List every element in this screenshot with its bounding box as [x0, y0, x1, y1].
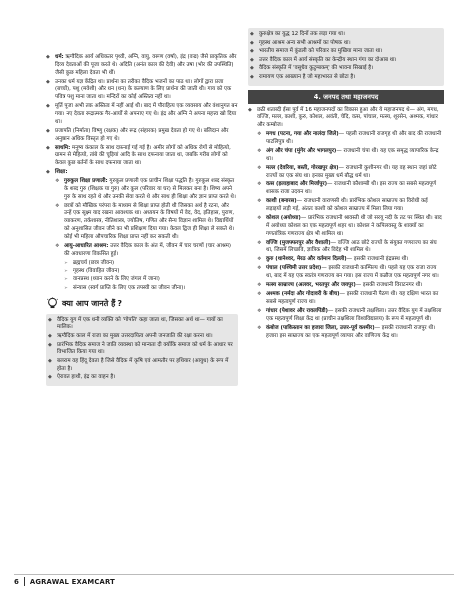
list-item: ◆ धर्म: ऋग्वैदिक आर्य अधिकतर पृथ्वी, अग्नि, वायु, वरूण (वर्षा), इंद्र (वज्र) जैसे प्राकृतिक और दिव्य देवताओं की पूजा करते थे। अदिति (अनंत काल की देवी) और उषा (भोर की उपस्थिति) जैसी कुछ महिला देवता भी थीं। — [46, 54, 237, 76]
diamond-bullet-icon: ◆ — [250, 48, 254, 55]
chevron-bullet-icon: ❖ — [55, 202, 60, 209]
diamond-bullet-icon: ◆ — [48, 357, 52, 364]
diamond-bullet-icon: ◆ — [46, 169, 50, 176]
ashram-list — [46, 260, 238, 293]
page-number: 6 — [14, 577, 19, 586]
list-item: ◆ गृहस्थ आश्रम अन्य सभी आश्रमों का पोषक था। — [250, 39, 351, 46]
chevron-bullet-icon: ❖ — [257, 147, 262, 154]
diamond-bullet-icon: ◆ — [46, 127, 50, 134]
chevron-bullet-icon: ❖ — [257, 239, 262, 246]
list-item: ◆ ऋग्वैदिक काल में राजा का मुख्य उत्तरदायित्व अपनी जनजाति की रक्षा करना था। — [48, 332, 213, 339]
chevron-bullet-icon: ❖ — [257, 215, 262, 222]
list-item: ❖ कोशल (अयोध्या)— प्रारंभिक राजधानी श्रावस्ती थी जो सरयू नदी के तट पर स्थित थी। बाद में अयोध्या कोशल का एक महत्वपूर्ण शहर था। कोशल ने कपिलवस्तु के शाक्यों का गणतांत्रिक गणराज्य क्षेत्र भी शामिल था। — [257, 215, 442, 237]
list-item: ◆ ऐरावत हाथी, इंद्र का वाहन है। — [48, 374, 116, 381]
arrow-bullet-icon: ➢ — [64, 260, 68, 266]
chevron-bullet-icon: ❖ — [257, 265, 262, 272]
chevron-bullet-icon: ❖ — [257, 198, 262, 205]
list-item: ◆ मूर्ति पूजा अभी तक अस्तित्व में नहीं आई थी। बाद में पौराहित्य एक व्यवसाय और वंशानुगत बन गया। नए देवता रूद्रात्मक गैर-आर्यों से अपनाए गए थे। इंद्र और अग्नि ने अपना महत्त्व खो दिया था। — [46, 103, 238, 125]
list-item: ❖ काशी (बनारस)— राजधानी वाराणसी थी। प्रारंभिक कोशल साम्राज्य का विरोधी कई लड़ाइयों लड़ी गई, अंततः काशी को कोशल साम्राज्य में मिला लिया गया। — [257, 198, 428, 213]
list-item: ◆ साथमि: मनुष्य कंकाल के साथ दफ़नाई गई गई है। अमीर लोगों को अधिक रोगों से मोहित्यो, ग्रामन से मेहित्यो, तांबे की चूड़ियां आदि के साथ दफनाया जाता था, जबकि गरीब लोगों को केवल कुछ बर्तनों के साथ दफनाया जाता था। — [46, 144, 231, 167]
list-item: ◆ वैदिक संस्कृति में 'वसुधैव कुटुम्बकम्' की भावना सिखाई है। — [250, 65, 374, 72]
chevron-bullet-icon: ❖ — [257, 324, 262, 331]
list-item: ❖ कुरु (थानेश्वर, मेरठ और वर्तमान दिल्ली)— इसकी राजधानी इंद्रप्रस्थ थी। — [257, 256, 409, 263]
publisher-brand: AGRAWAL EXAMCART — [29, 577, 115, 586]
list-item: ◆ प्रजापति (निर्माता) विष्णु (रक्षक) और रूद्र (संहारक) प्रमुख देवता हो गए थे। बलिदान और अनुष्ठान अधिक विस्तृत हो गए थे। — [46, 127, 229, 142]
lightbulb-icon — [46, 297, 59, 310]
list-item: ◆ बलराम वह हिंदू देवता है जिसे वैदिक में कृषि एवं आमतौर पर हथियार (आयुध) के रूप में होता है। — [48, 357, 229, 372]
list-item: ❖ वत्स (इलाहाबाद और मिर्जापुर)— राजधानी कौशाम्बी थी। इस राज्य का सबसे महत्वपूर्ण शासक राजा उदयन था। — [257, 181, 437, 196]
chevron-bullet-icon: ❖ — [257, 181, 262, 188]
chevron-bullet-icon: ❖ — [257, 291, 262, 298]
chevron-bullet-icon: ❖ — [55, 242, 60, 249]
education-list — [46, 178, 238, 258]
diamond-bullet-icon: ◆ — [46, 54, 50, 60]
diamond-bullet-icon: ◆ — [48, 341, 52, 348]
did-you-know-box-continued — [248, 28, 444, 86]
diamond-bullet-icon: ◆ — [250, 31, 254, 37]
list-item: ➢ गृहस्थ (विवाहित जीवन) — [64, 268, 120, 274]
page-footer — [14, 577, 115, 586]
diamond-bullet-icon: ◆ — [48, 332, 52, 339]
diamond-bullet-icon: ◆ — [46, 144, 50, 151]
list-item: ❖ अंग और चंपा (मुंगेर और भागलपुर)— राजधानी चंपा थी। यह एक समृद्ध व्यापारिक केन्द्र था। — [257, 147, 439, 162]
diamond-bullet-icon: ◆ — [46, 103, 50, 110]
list-item: ◆ उत्तर वैदिक काल में आर्य संस्कृति का केन्द्रीय स्थान गंगा का दोआब था। — [250, 56, 397, 63]
list-item: ◆ उनका धर्म यज्ञ केंद्रित था। प्रार्थना का तरीका वैदिक भजनों का पाठ था। लोगों द्वारा प्रजा (बच्चों), पशु (मवेशी) और धन (धन) के कल्याण के लिए प्रार्थना की जाती थी। गाय को एक पवित्र पशु माना जाता था। मन्दिरों का कोई अस्तित्व नहीं था। — [46, 78, 232, 101]
diamond-bullet-icon: ◆ — [250, 39, 254, 46]
arrow-bullet-icon: ➢ — [64, 277, 68, 283]
diamond-bullet-icon: ◆ — [250, 73, 254, 80]
intro-list — [46, 54, 238, 177]
chevron-bullet-icon: ❖ — [257, 307, 262, 314]
list-item: ❖ छात्रों को मौखिक परंपरा के माध्यम से शिक्षा प्राप्त होती थी जिसका अर्थ है रटना, और उन्हें एक सूक्ष्म याद रखना आवश्यक था। अध्ययन के विषयों में वेद, वेद, इतिहास, पुराण, व्याकरण, तर्कशास्त्र, नीतिशास्त्र, ज्योतिष, गणित और सैन्य विज्ञान शामिल थे। विद्यार्थियों को अनुशासित जीवन जीने का भी प्रशिक्षण दिया गया। केवल द्विज ही शिक्षा ले सकते थे। कोई भी महिला औपचारिक शिक्षा प्राप्त नहीं कर सकती थी। — [55, 202, 235, 240]
mahajanapada-intro — [248, 107, 444, 130]
right-column — [248, 28, 444, 342]
diamond-bullet-icon: ◆ — [46, 78, 50, 85]
chevron-bullet-icon: ❖ — [257, 282, 262, 289]
arrow-bullet-icon: ➢ — [64, 285, 68, 291]
list-item: ❖ वज्जि (मुजफ्फरपुर और वैशाली)— वज्जि आठ छोटे राज्यों के संयुक्त गणराज्य का संघ था, जिसमें लिच्छवि, ज्ञात्रिक और विदेह भी शामिल थे। — [257, 239, 437, 254]
diamond-bullet-icon: ◆ — [48, 374, 52, 381]
box-title: क्या आप जानते हैं — [62, 298, 116, 308]
list-item: ❖ गुरुकुल शिक्षा प्रणाली: गुरुकुल प्रणाली एक प्राचीन शिक्षा पद्धति है। गुरुकुल शब्द संस्कृत के शब्द गुरु (शिक्षक या गुरु) और कुल (परिवार या घर) से मिलकर बना है। शिष्य अपने गुरु के साथ रहते थे और उनकी सेवा करते थे और साथ ही शिक्षा और ज्ञान प्राप्त करते थे। — [55, 178, 236, 200]
list-item: ➢ ब्रह्मचर्य (छात्र जीवन) — [64, 259, 115, 266]
chevron-bullet-icon: ❖ — [55, 178, 60, 185]
list-item: ❖ मत्स्य साम्राज्य (अलवर, भरतपुर और जयपुर)— इसकी राजधानी विराटनगर थी। — [257, 282, 423, 289]
list-item: ◆ वैदिक युग में एक धनी व्यक्ति को 'गोपति' कहा जाता था, जिसका अर्थ था— गायों का मालिक। — [48, 316, 223, 331]
list-item: ◆ कुरुक्षेत्र का युद्ध 12 दिनों तक लड़ा गया था। — [250, 31, 345, 37]
arrow-bullet-icon: ➢ — [64, 269, 68, 274]
list-item: ❖ मगध (पटना, गया और नालंदा जिले)— पहली राजधानी राजगृह थी और बाद की राजधानी पाटलिपुत्र थी। — [257, 131, 442, 145]
chevron-bullet-icon: ❖ — [257, 131, 262, 138]
left-column — [46, 54, 238, 386]
diamond-bullet-icon: ◆ — [250, 65, 254, 72]
box-title-question-mark: ? — [117, 298, 122, 308]
chevron-bullet-icon: ❖ — [257, 164, 262, 171]
list-item: ➢ संन्यास (स्वर्ग प्राप्ति के लिए एक तपस्वी का जीवन जीना)। — [64, 284, 186, 291]
list-item: ◆ रामायण एक आख्यान है जो महाभारत से छोटा है। — [250, 73, 356, 80]
list-item: ❖ आयु-आधारित आश्रम: उत्तर वैदिक काल के अंत में, जीवन में चार चरणों (चार आश्रम) की अवधारणा विकसित हुई। — [55, 242, 231, 257]
list-item: ◆ छठी शताब्दी ईसा पूर्व में 16 महाजनपदों का विकास हुआ और ये महाजनपद थे— अंग, मगध, वज्जि, मल्ल, काशी, कुरु, कोशल, अवंती, चेदि, वत्स, पांचाल, मत्स्य, शूरसेन, अश्मक, गांधार और कम्बोज। — [248, 106, 439, 129]
diamond-bullet-icon: ◆ — [248, 106, 252, 113]
diamond-bullet-icon: ◆ — [250, 56, 254, 63]
list-item: ❖ गांधार (पेशावर और रावलपिंडी)— इसकी राजधानी तक्षशिला। उत्तर वैदिक युग में तक्षशिला एक महत्वपूर्ण शिक्षा केंद्र था (प्राचीन तक्षशिला विश्वविद्यालय) के रूप में महत्वपूर्ण थी। — [257, 307, 442, 322]
mahajanapada-list — [248, 131, 444, 340]
list-item: ◆ भारतीय समाज में कुंडली को परिवार का मुखिया माना जाता था। — [250, 48, 383, 55]
list-item: ❖ कंबोज (पाकिस्तान का हजारा जिला, उत्तर-पूर्व कश्मीर)— इसकी राजधानी राजपुर थी। हजारा इस साम्राज्य का एक महत्वपूर्ण व्यापार और वाणिज्य केंद्र था। — [257, 324, 436, 339]
footer-divider — [14, 574, 454, 575]
list-item: ❖ पंचाल (पश्चिमी उत्तर प्रदेश)— इसकी राजधानी काम्पिल्य थी। पहले यह एक राजा राज्य था, बाद में यह एक स्वतंत्र गणराज्य बन गया। इस राज्य में कन्नौज एक महत्वपूर्ण नगर था। — [257, 265, 439, 280]
diamond-bullet-icon: ◆ — [48, 316, 52, 323]
did-you-know-heading — [46, 297, 238, 310]
list-item: ➢ वानप्रस्थ (ध्यान करने के लिए जंगल में जाना) — [64, 276, 160, 283]
list-item: ❖ अश्मक (नर्मदा और गोदावरी के बीच)— इसकी राजधानी पैठण थी। यह दक्षिण भारत का सबसे महत्वपूर्ण राज्य था। — [257, 291, 439, 305]
list-item: ❖ मल्ल (देवरिया, बस्ती, गोरखपुर क्षेत्र)— राजधानी कुशीनगर थी। यह वह स्थान जहां छोटे राज्यों का एक संघ था। इनका मुख्य धर्म बौद्ध धर्म था। — [257, 164, 437, 179]
did-you-know-box — [46, 314, 238, 386]
section-heading: 4. जनपद तथा महाजनपद — [248, 90, 444, 104]
footer-separator — [24, 577, 25, 586]
education-heading: ◆ शिक्षा: — [46, 169, 68, 176]
list-item: ◆ प्रारंभिक वैदिक समाज ने जाति व्यवस्था को मान्यता दी क्योंकि समाज को धर्म के आधार पर विभाजित किया गया था। — [48, 341, 233, 356]
chevron-bullet-icon: ❖ — [257, 256, 262, 263]
